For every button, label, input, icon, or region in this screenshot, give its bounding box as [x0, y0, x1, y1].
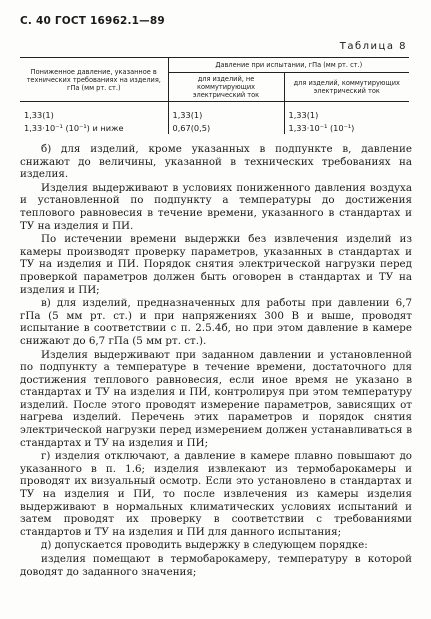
- paragraph: в) для изделий, предназначенных для работы при давлении 6,7 гПа (5 мм рт. ст.) и при напряжениях 300 В и выше, проводят испытание в соответствии с п. 2.5.4б, но при этом давление в камере снижают до 6,7 гПа (5 мм рт. ст.).: [20, 297, 412, 347]
- table-cell: 1,33·10⁻¹ (10⁻¹) и ниже: [20, 121, 168, 134]
- table-label: Таблица 8: [339, 41, 407, 52]
- group-header-test-pressure: Давление при испытании, гПа (мм рт. ст.): [168, 58, 409, 73]
- paragraph: д) допускается проводить выдержку в следующем порядке:: [41, 539, 368, 552]
- table-cell: 1,33(1): [168, 102, 284, 122]
- paragraph: По истечении времени выдержки без извлечения изделий из камеры производят проверку параметров, указанных в стандартах и ТУ на изделия и ПИ. Порядок снятия электрической нагрузки перед проверкой параметров должен быть оговорен в стандартах и ТУ на изделия и ПИ;: [20, 233, 412, 296]
- table-cell: 0,67(0,5): [168, 121, 284, 134]
- paragraph: б) для изделий, кроме указанных в подпункте в, давление снижают до величины, указанной в технических требованиях на изделия.: [20, 143, 412, 181]
- body-text: [20, 143, 412, 579]
- col-header-switching: для изделий, коммутирующих электрический ток: [284, 73, 409, 102]
- pressure-table: [20, 57, 409, 134]
- table-cell: 1,33·10⁻¹ (10⁻¹): [288, 122, 355, 133]
- table-cell: 1,33(1): [20, 102, 168, 122]
- table-cell: 1,33(1): [288, 109, 319, 120]
- page-header: С. 40 ГОСТ 16962.1—89: [20, 15, 165, 27]
- table-row: [20, 121, 409, 134]
- paragraph: Изделия выдерживают при заданном давлении и установленной по подпункту а температуре в течение времени, достаточного для достижения теплового равновесия, если иное время не указано в стандартах и ТУ на изделия и ПИ, контролируя при этом температуру изделий. После этого проводят измерение параметров, зависящих от нагрева изделий. Перечень этих параметров и порядок снятия электрической нагрузки перед измерением должен устанавливаться в стандартах и ТУ на изделия и ПИ;: [20, 348, 412, 449]
- paragraph: г) изделия отключают, а давление в камере плавно повышают до указанного в п. 1.6; изделия извлекают из термобарокамеры и проводят их визуальный осмотр. Если это установлено в стандартах и ТУ на изделия и ПИ, то после извлечения из камеры изделия выдерживают в нормальных климатических условиях испытаний и затем проводят их проверку в соответствии с требованиями стандартов и ТУ на изделия и ПИ для данного испытания;: [20, 450, 412, 538]
- col-header-reduced-pressure: Пониженное давление, указанное в технических требованиях на изделия, гПа (мм рт. ст.): [20, 58, 168, 102]
- paragraph: изделия помещают в термобарокамеру, температуру в которой доводят до заданного значения;: [20, 553, 412, 578]
- table-row: [20, 102, 409, 122]
- col-header-non-switching: для изделий, не коммутирующих электрический ток: [168, 73, 284, 102]
- paragraph: Изделия выдерживают в условиях пониженного давления воздуха и установленной по подпункту а температуры до достижения теплового равновесия в течение времени, указанного в стандартах и ТУ на изделия и ПИ.: [20, 181, 412, 232]
